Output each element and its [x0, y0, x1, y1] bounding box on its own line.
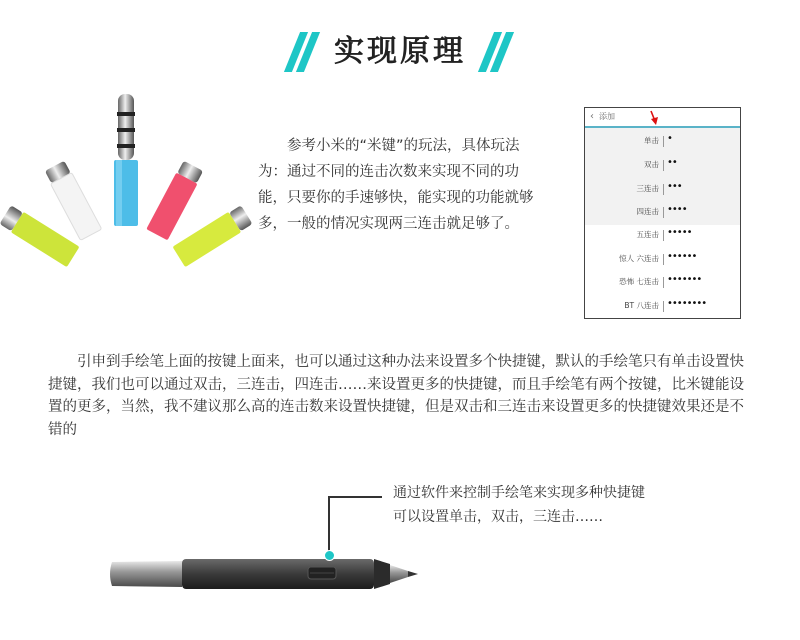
- row-label: 恐怖 七连击: [619, 277, 659, 286]
- row-divider: [663, 207, 664, 218]
- list-item[interactable]: [585, 224, 740, 247]
- explanation-paragraph: 引申到手绘笔上面的按键上面来，也可以通过这种办法来设置多个快捷键，默认的手绘笔只有单击设置快捷键，我们也可以通过双击，三连击，四连击……来设置更多的快捷键，而且手绘笔有两个按键，比米键能设置的更多，当然，我不建议那么高的连击数来设置快捷键，但是双击和三连击来设置更多的快捷键效果还是不错的: [48, 354, 744, 438]
- phone-screenshot: [584, 107, 741, 319]
- pink-plug: [146, 160, 204, 240]
- white-plug: [44, 160, 102, 240]
- blue-plug: [114, 94, 138, 226]
- row-divider: [663, 277, 664, 288]
- row-dots: •••: [667, 181, 682, 192]
- row-label: 双击: [644, 160, 659, 169]
- row-dots: •: [667, 133, 672, 144]
- row-label: 四连击: [636, 207, 659, 216]
- callout-line-1: 通过软件来控制手绘笔来实现多种快捷键: [393, 485, 645, 501]
- row-divider: [663, 136, 664, 147]
- row-label: 单击: [644, 136, 659, 145]
- list-item[interactable]: [585, 130, 740, 153]
- mi-key-plugs-illustration: [0, 90, 260, 280]
- list-item[interactable]: [585, 271, 740, 294]
- intro-paragraph: 参考小米的“米键”的玩法，具体玩法为：通过不同的连击次数来实现不同的功能，只要你的手速够快，能实现的功能就够多，一般的情况实现两三连击就足够了。: [258, 138, 534, 232]
- row-dots: •••••: [667, 227, 692, 238]
- row-divider: [663, 301, 664, 312]
- list-item[interactable]: [585, 178, 740, 201]
- section-title: [0, 28, 800, 76]
- row-dots: •••••••: [667, 274, 702, 285]
- row-divider: [663, 230, 664, 241]
- list-item[interactable]: [585, 154, 740, 177]
- stylus-pen-illustration: [100, 540, 430, 610]
- lime-plug-right: [173, 204, 254, 267]
- callout-dot: [324, 550, 335, 561]
- row-divider: [663, 184, 664, 195]
- callout-line-vertical: [328, 496, 330, 554]
- row-label: BT 八连击: [624, 301, 659, 310]
- list-item[interactable]: [585, 201, 740, 224]
- row-label: 惊人 六连击: [619, 254, 659, 263]
- row-dots: ••••••••: [667, 298, 707, 309]
- list-item[interactable]: [585, 295, 740, 318]
- page-title: 实现原理: [334, 34, 466, 69]
- row-divider: [663, 160, 664, 171]
- back-label[interactable]: 添加: [599, 112, 615, 121]
- row-label: 五连击: [636, 230, 659, 239]
- row-label: 三连击: [636, 184, 659, 193]
- row-dots: ••: [667, 157, 677, 168]
- callout-line-2: 可以设置单击，双击，三连击……: [393, 509, 603, 525]
- screen-header: [585, 108, 740, 128]
- red-arrow-icon: [649, 110, 661, 126]
- list-item[interactable]: [585, 248, 740, 271]
- row-divider: [663, 254, 664, 265]
- callout-text: [393, 481, 723, 529]
- row-dots: ••••: [667, 204, 687, 215]
- row-dots: ••••••: [667, 251, 697, 262]
- back-chevron-icon[interactable]: ‹: [590, 111, 594, 122]
- callout-line-horizontal: [328, 496, 382, 498]
